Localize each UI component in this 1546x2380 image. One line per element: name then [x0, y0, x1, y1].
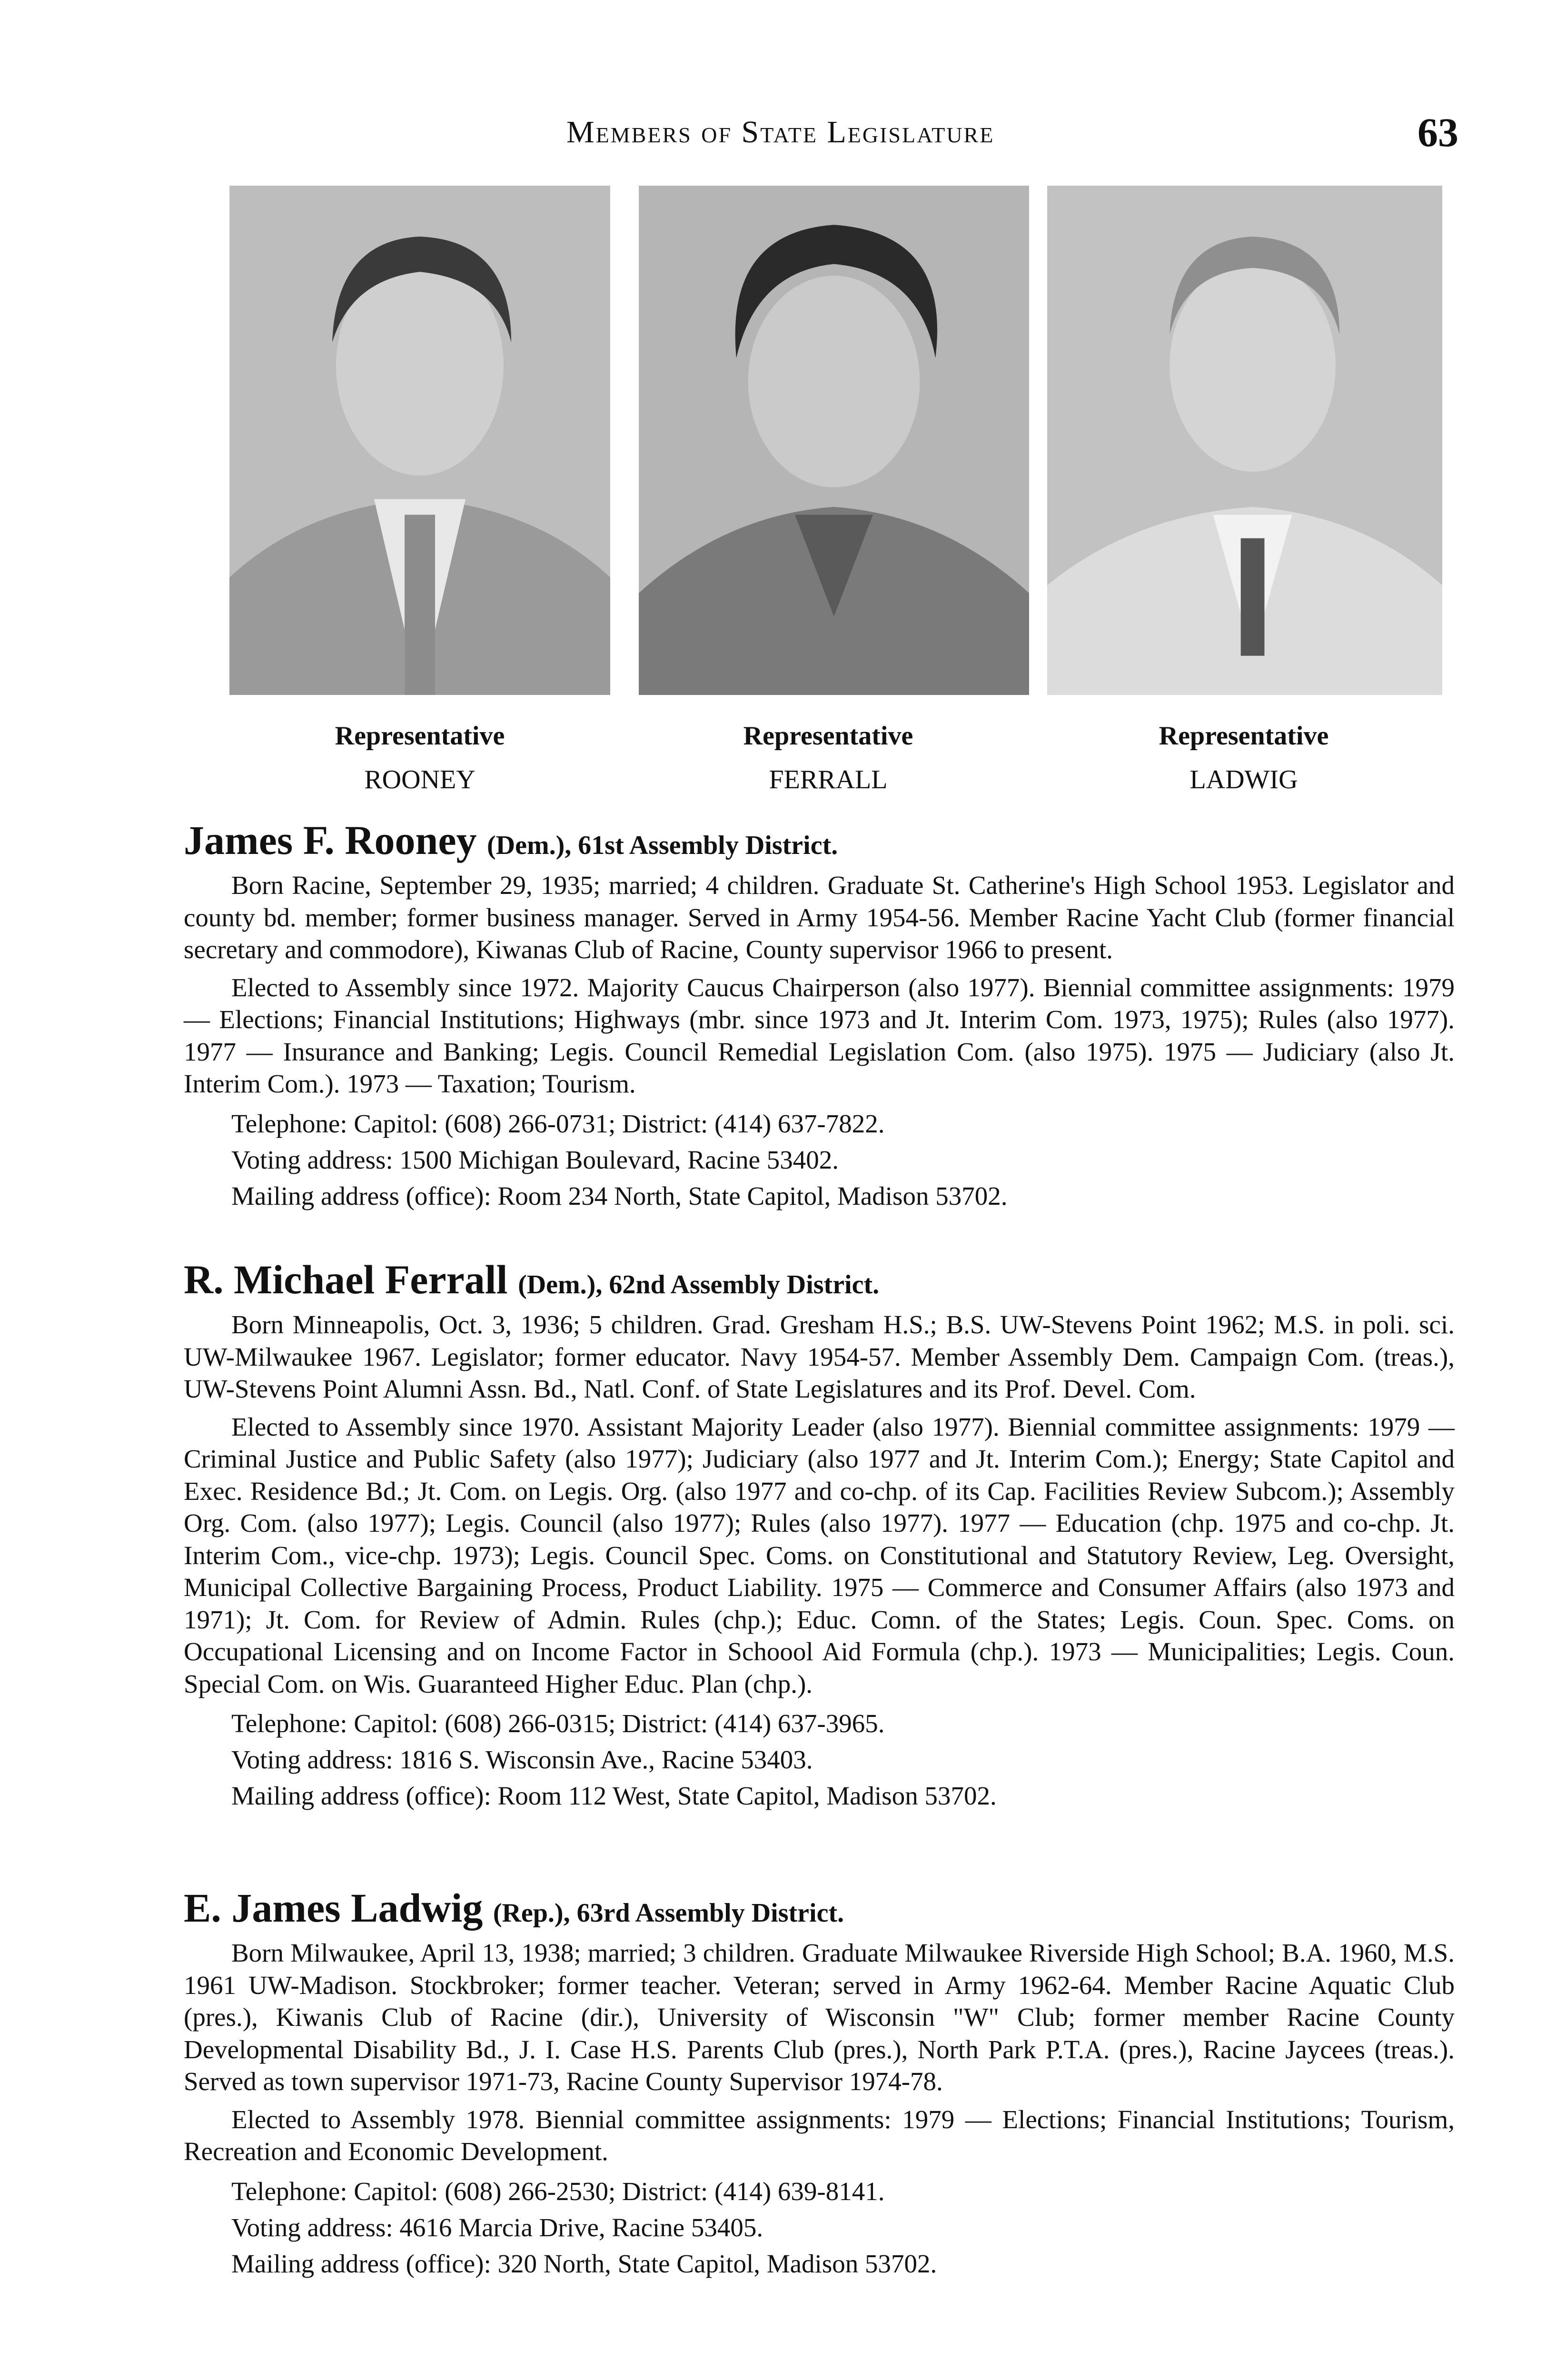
member-district: , 61st Assembly District. — [565, 831, 838, 860]
member-name: James F. Rooney — [184, 817, 477, 863]
bio-ladwig — [184, 1884, 1455, 2282]
bio-heading — [184, 816, 1455, 869]
caption-title: Representative — [335, 721, 505, 751]
photo-caption-rooney — [253, 714, 586, 802]
telephone-line: Telephone: Capitol: (608) 266-0315; District: (414) 637-3965. — [231, 1709, 885, 1738]
mailing-address: Mailing address (office): Room 112 West, State Capitol, Madison 53702. — [231, 1781, 997, 1810]
telephone-line: Telephone: Capitol: (608) 266-0731; District: (414) 637-7822. — [231, 1109, 885, 1138]
mailing-address: Mailing address (office): 320 North, State Capitol, Madison 53702. — [231, 2249, 937, 2278]
member-district: , 62nd Assembly District. — [595, 1270, 880, 1299]
member-party: (Dem.) — [518, 1270, 596, 1299]
bio-paragraph: Elected to Assembly since 1970. Assistant Majority Leader (also 1977). Biennial committee assignments: 1979 — Criminal Justice and Public Safety (also 1977); Judiciary (also 1977 and Jt. Interim Com.); Energy; State Capitol and Exec. Residence Bd.; Jt. Com. on Legis. Org. (also 1977 and co-chp. of its Cap. Facilities Review Subcom.); Assembly Org. Com. (also 1977); Legis. Council (also 1977); Rules (also 1977). 1977 — Education (chp. 1975 and co-chp. Jt. Interim Com., vice-chp. 1973); Legis. Council Spec. Coms. on Constitutional and Statutory Review, Leg. Oversight, Municipal Collective Bargaining Process, Product Liability. 1975 — Commerce and Consumer Affairs (also 1973 and 1971); Jt. Com. for Review of Admin. Rules (chp.); Educ. Comn. of the States; Legis. Coun. Spec. Coms. on Occupational Licensing and on Income Factor in Schoool Aid Formula (chp.). 1973 — Municipalities; Legis. Coun. Special Com. on Wis. Guaranteed Higher Educ. Plan (chp.). — [184, 1412, 1455, 1698]
telephone-line: Telephone: Capitol: (608) 266-2530; District: (414) 639-8141. — [231, 2176, 885, 2206]
caption-title: Representative — [743, 721, 913, 751]
bio-paragraph: Born Milwaukee, April 13, 1938; married; 3 children. Graduate Milwaukee Riverside High School; B.A. 1960, M.S. 1961 UW-Madison. Stockbroker; former teacher. Veteran; served in Army 1962-64. Member Racine Aquatic Club (pres.), Kiwanis Club of Racine (dir.), University of Wisconsin "W" Club; former member Racine County Developmental Disability Bd., J. I. Case H.S. Parents Club (pres.), North Park P.T.A. (pres.), Racine Jaycees (treas.). Served as town supervisor 1971-73, Racine County Supervisor 1974-78. — [184, 1938, 1455, 2096]
member-party: (Rep.) — [493, 1898, 564, 1928]
member-name: R. Michael Ferrall — [184, 1257, 508, 1302]
bio-ferrall — [184, 1256, 1455, 1814]
voting-address: Voting address: 4616 Marcia Drive, Racine 53405. — [231, 2212, 763, 2242]
member-party: (Dem.) — [487, 831, 565, 860]
member-district: , 63rd Assembly District. — [563, 1898, 844, 1928]
caption-title: Representative — [1159, 721, 1329, 751]
voting-address: Voting address: 1500 Michigan Boulevard, Racine 53402. — [231, 1145, 839, 1174]
bio-paragraph: Born Racine, September 29, 1935; married; 4 children. Graduate St. Catherine's High School 1953. Legislator and county bd. member; former business manager. Served in Army 1954-56. Member Racine Yacht Club (former financial secretary and commodore), Kiwanas Club of Racine, County supervisor 1966 to present. — [184, 871, 1455, 964]
bio-paragraph: Born Minneapolis, Oct. 3, 1936; 5 children. Grad. Gresham H.S.; B.S. UW-Stevens Point 1962; M.S. in poli. sci. UW-Milwaukee 1967. Legislator; former educator. Navy 1954-57. Member Assembly Dem. Campaign Com. (treas.), UW-Stevens Point Alumni Assn. Bd., Natl. Conf. of State Legislatures and its Prof. Devel. Com. — [184, 1310, 1455, 1403]
caption-name: FERRALL — [769, 765, 888, 794]
member-name: E. James Ladwig — [184, 1885, 483, 1931]
bio-heading — [184, 1256, 1455, 1309]
bio-paragraph: Elected to Assembly since 1972. Majority Caucus Chairperson (also 1977). Biennial committee assignments: 1979 — Elections; Financial Institutions; Highways (mbr. since 1973 and Jt. Interim Com. 1973, 1975); Rules (also 1977). 1977 — Insurance and Banking; Legis. Council Remedial Legislation Com. (also 1975). 1975 — Judiciary (also Jt. Interim Com.). 1973 — Taxation; Tourism. — [184, 972, 1455, 1098]
photo-caption-ferrall — [662, 714, 995, 802]
portrait-photo-ladwig — [1047, 186, 1442, 695]
page-number: 63 — [1417, 109, 1458, 155]
caption-name: LADWIG — [1189, 765, 1298, 794]
bio-rooney — [184, 816, 1455, 1214]
portrait-photo-ferrall — [639, 186, 1029, 695]
portrait-photo-rooney — [229, 186, 610, 695]
running-head: Members of State Legislature — [566, 115, 995, 149]
bio-paragraph: Elected to Assembly 1978. Biennial committee assignments: 1979 — Elections; Financial Institutions; Tourism, Recreation and Economic Development. — [184, 2104, 1455, 2166]
mailing-address: Mailing address (office): Room 234 North, State Capitol, Madison 53702. — [231, 1181, 1008, 1210]
photo-caption-ladwig — [1077, 714, 1410, 802]
bio-heading — [184, 1884, 1455, 1937]
caption-name: ROONEY — [364, 765, 476, 794]
voting-address: Voting address: 1816 S. Wisconsin Ave., Racine 53403. — [231, 1745, 813, 1774]
